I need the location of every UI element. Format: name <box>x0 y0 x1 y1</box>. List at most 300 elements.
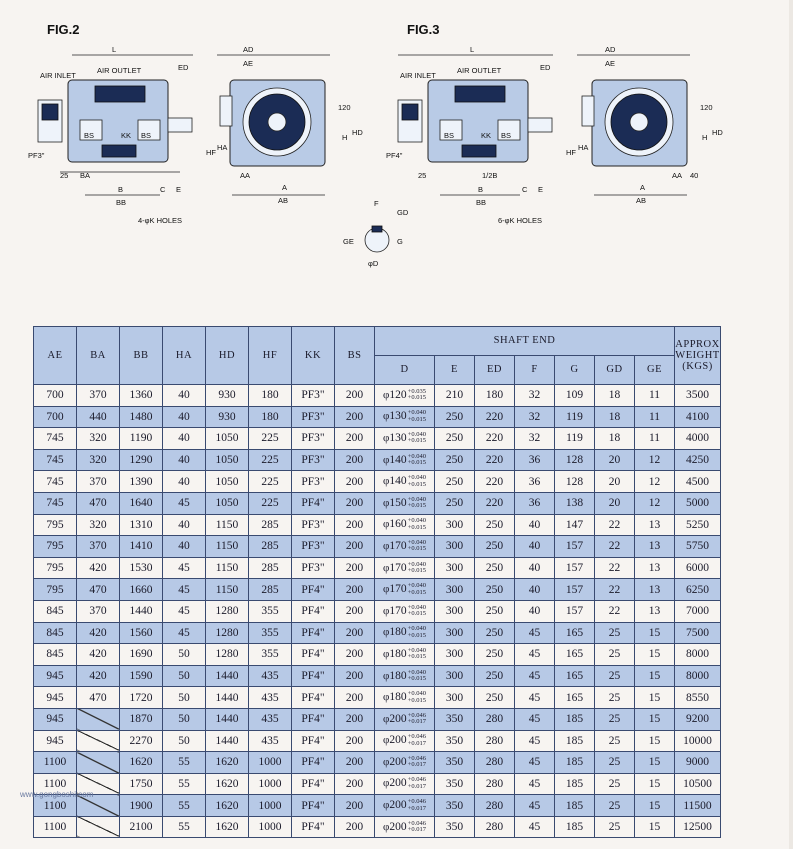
cell-KK: PF4" <box>292 622 335 644</box>
cell-BB: 1620 <box>120 752 163 774</box>
cell-E: 300 <box>435 665 475 687</box>
fig3-side-view <box>386 45 553 225</box>
cell-D: φ180+0.040 +0.015 <box>375 644 435 666</box>
cell-ED: 220 <box>475 406 515 428</box>
label3-KK: KK <box>481 131 492 140</box>
dim-AB: AB <box>278 196 289 205</box>
cell-AE: 845 <box>34 622 77 644</box>
cell-HD: 1150 <box>206 557 249 579</box>
cell-F: 45 <box>515 687 555 709</box>
col-GE: GE <box>635 356 675 385</box>
cell-F: 36 <box>515 492 555 514</box>
cell-W: 5250 <box>675 514 721 536</box>
dim3-AB: AB <box>636 196 647 205</box>
cell-HD: 930 <box>206 406 249 428</box>
cell-HD: 1150 <box>206 536 249 558</box>
cell-D: φ180+0.040 +0.015 <box>375 665 435 687</box>
cell-GD: 20 <box>595 471 635 493</box>
cell-BS: 200 <box>335 795 375 817</box>
cell-E: 350 <box>435 816 475 838</box>
cell-ED: 220 <box>475 428 515 450</box>
cell-GD: 25 <box>595 708 635 730</box>
col-BS: BS <box>335 327 375 385</box>
cell-D: φ170+0.040 +0.015 <box>375 600 435 622</box>
cell-D: φ200+0.046 +0.017 <box>375 795 435 817</box>
label3-air-outlet: AIR OUTLET <box>457 66 502 75</box>
cell-GE: 15 <box>635 816 675 838</box>
cell-HF: 225 <box>249 492 292 514</box>
cell-HD: 1440 <box>206 708 249 730</box>
cell-BS: 200 <box>335 557 375 579</box>
cell-ED: 220 <box>475 492 515 514</box>
cell-KK: PF4" <box>292 644 335 666</box>
col-shaft-end: SHAFT END <box>375 327 675 356</box>
cell-ED: 250 <box>475 557 515 579</box>
cell-GD: 25 <box>595 752 635 774</box>
cell-E: 350 <box>435 795 475 817</box>
cell-BB: 2100 <box>120 816 163 838</box>
cell-BS: 200 <box>335 492 375 514</box>
cell-D: φ130+0.040 +0.015 <box>375 406 435 428</box>
label-holes4: 4-φK HOLES <box>138 216 183 225</box>
cell-GE: 13 <box>635 536 675 558</box>
dim-HF: HF <box>206 148 216 157</box>
cell-D: φ150+0.040 +0.015 <box>375 492 435 514</box>
cell-ED: 250 <box>475 644 515 666</box>
cell-G: 185 <box>555 795 595 817</box>
cell-GE: 13 <box>635 600 675 622</box>
cell-HF: 225 <box>249 428 292 450</box>
cell-AE: 845 <box>34 644 77 666</box>
cell-E: 300 <box>435 536 475 558</box>
cell-HA: 40 <box>163 449 206 471</box>
cell-HF: 1000 <box>249 773 292 795</box>
cell-BS: 200 <box>335 622 375 644</box>
cell-HD: 1620 <box>206 773 249 795</box>
cell-E: 250 <box>435 428 475 450</box>
cell-BA: 420 <box>77 644 120 666</box>
cell-BA: 420 <box>77 557 120 579</box>
cell-W: 9200 <box>675 708 721 730</box>
table-row <box>34 730 721 752</box>
dim3-L: L <box>470 45 475 54</box>
cell-BB: 1660 <box>120 579 163 601</box>
cell-D: φ200+0.046 +0.017 <box>375 773 435 795</box>
cell-KK: PF4" <box>292 730 335 752</box>
cell-HD: 1150 <box>206 579 249 601</box>
cell-GD: 22 <box>595 600 635 622</box>
cell-HF: 355 <box>249 622 292 644</box>
cell-HF: 285 <box>249 536 292 558</box>
cell-HF: 285 <box>249 579 292 601</box>
cell-BA <box>77 730 120 752</box>
cell-KK: PF3" <box>292 536 335 558</box>
cell-BA <box>77 708 120 730</box>
cell-GE: 15 <box>635 687 675 709</box>
cell-E: 300 <box>435 622 475 644</box>
label-PF3: PF3" <box>28 151 45 160</box>
table-row <box>34 687 721 709</box>
cell-BA: 370 <box>77 471 120 493</box>
cell-HD: 1050 <box>206 471 249 493</box>
cell-BS: 200 <box>335 406 375 428</box>
cell-BA: 320 <box>77 428 120 450</box>
cell-AE: 945 <box>34 730 77 752</box>
fig3-title: FIG.3 <box>407 22 440 37</box>
cell-W: 7000 <box>675 600 721 622</box>
cell-BS: 200 <box>335 708 375 730</box>
cell-ED: 250 <box>475 687 515 709</box>
cell-W: 4500 <box>675 471 721 493</box>
cell-GE: 15 <box>635 622 675 644</box>
dim-D: φD <box>368 259 379 268</box>
cell-HA: 45 <box>163 492 206 514</box>
cell-HD: 1620 <box>206 816 249 838</box>
col-ED: ED <box>475 356 515 385</box>
cell-HF: 1000 <box>249 752 292 774</box>
cell-GE: 11 <box>635 428 675 450</box>
cell-ED: 250 <box>475 514 515 536</box>
cell-BB: 1690 <box>120 644 163 666</box>
cell-HD: 1280 <box>206 644 249 666</box>
cell-G: 157 <box>555 536 595 558</box>
cell-G: 138 <box>555 492 595 514</box>
cell-GD: 22 <box>595 579 635 601</box>
cell-G: 185 <box>555 730 595 752</box>
table-row <box>34 449 721 471</box>
cell-AE: 745 <box>34 471 77 493</box>
cell-G: 165 <box>555 644 595 666</box>
dim3-A: A <box>640 183 646 192</box>
cell-GD: 20 <box>595 492 635 514</box>
cell-HA: 40 <box>163 428 206 450</box>
cell-GE: 15 <box>635 752 675 774</box>
col-G: G <box>555 356 595 385</box>
cell-KK: PF3" <box>292 449 335 471</box>
cell-G: 128 <box>555 449 595 471</box>
cell-F: 32 <box>515 385 555 407</box>
col-HF: HF <box>249 327 292 385</box>
cell-HF: 435 <box>249 730 292 752</box>
cell-BB: 1720 <box>120 687 163 709</box>
cell-HD: 930 <box>206 385 249 407</box>
cell-KK: PF4" <box>292 687 335 709</box>
cell-BB: 1750 <box>120 773 163 795</box>
cell-W: 6000 <box>675 557 721 579</box>
cell-HF: 435 <box>249 708 292 730</box>
motor-drawings <box>0 0 793 300</box>
cell-KK: PF3" <box>292 557 335 579</box>
cell-W: 12500 <box>675 816 721 838</box>
table-row <box>34 773 721 795</box>
cell-KK: PF4" <box>292 708 335 730</box>
cell-GE: 13 <box>635 557 675 579</box>
label3-BS: BS <box>444 131 455 140</box>
cell-GE: 15 <box>635 730 675 752</box>
table-row <box>34 600 721 622</box>
cell-W: 6250 <box>675 579 721 601</box>
cell-F: 36 <box>515 449 555 471</box>
dim-G: G <box>397 237 403 246</box>
cell-G: 157 <box>555 579 595 601</box>
cell-HD: 1440 <box>206 730 249 752</box>
cell-AE: 795 <box>34 536 77 558</box>
cell-KK: PF4" <box>292 600 335 622</box>
cell-W: 8550 <box>675 687 721 709</box>
cell-D: φ170+0.040 +0.015 <box>375 536 435 558</box>
cell-ED: 250 <box>475 665 515 687</box>
cell-D: φ160+0.040 +0.015 <box>375 514 435 536</box>
cell-W: 4000 <box>675 428 721 450</box>
table-row <box>34 708 721 730</box>
cell-GE: 15 <box>635 795 675 817</box>
cell-BS: 200 <box>335 536 375 558</box>
col-weight: APPROX WEIGHT (KGS) <box>675 327 721 385</box>
cell-E: 350 <box>435 730 475 752</box>
cell-BA: 370 <box>77 385 120 407</box>
label-KK: KK <box>121 131 132 140</box>
table-row <box>34 514 721 536</box>
dim-ED: ED <box>178 63 189 72</box>
cell-BB: 1440 <box>120 600 163 622</box>
cell-BB: 2270 <box>120 730 163 752</box>
cell-BS: 200 <box>335 600 375 622</box>
cell-BB: 1870 <box>120 708 163 730</box>
cell-GE: 15 <box>635 644 675 666</box>
cell-W: 5000 <box>675 492 721 514</box>
cell-D: φ170+0.040 +0.015 <box>375 557 435 579</box>
cell-HA: 45 <box>163 579 206 601</box>
cell-BA <box>77 816 120 838</box>
cell-ED: 280 <box>475 752 515 774</box>
cell-F: 45 <box>515 730 555 752</box>
cell-HA: 40 <box>163 385 206 407</box>
table-row <box>34 816 721 838</box>
dim3-40: 40 <box>690 171 699 180</box>
col-HD: HD <box>206 327 249 385</box>
cell-F: 45 <box>515 708 555 730</box>
cell-G: 119 <box>555 406 595 428</box>
dim-HD: HD <box>352 128 363 137</box>
cell-AE: 745 <box>34 449 77 471</box>
fig2-side-view <box>28 45 193 225</box>
dim-25: 25 <box>60 171 69 180</box>
cell-AE: 795 <box>34 557 77 579</box>
cell-G: 109 <box>555 385 595 407</box>
dim-AE: AE <box>243 59 254 68</box>
fig3-end-view <box>566 45 723 205</box>
dim3-halfB: 1/2B <box>482 171 498 180</box>
cell-AE: 745 <box>34 428 77 450</box>
dim3-HF: HF <box>566 148 576 157</box>
cell-HA: 50 <box>163 708 206 730</box>
table-row <box>34 579 721 601</box>
cell-HF: 180 <box>249 385 292 407</box>
label3-BS2: BS <box>501 131 512 140</box>
cell-HD: 1620 <box>206 752 249 774</box>
cell-E: 250 <box>435 492 475 514</box>
cell-GD: 22 <box>595 536 635 558</box>
cell-AE: 1100 <box>34 752 77 774</box>
dim3-AA: AA <box>672 171 683 180</box>
cell-BS: 200 <box>335 449 375 471</box>
cell-F: 45 <box>515 795 555 817</box>
cell-BB: 1900 <box>120 795 163 817</box>
watermark-text: www.gongboshi.com <box>20 790 94 799</box>
cell-G: 185 <box>555 708 595 730</box>
dim3-H: H <box>702 133 708 142</box>
cell-HA: 55 <box>163 773 206 795</box>
cell-BS: 200 <box>335 644 375 666</box>
dim3-AE: AE <box>605 59 616 68</box>
dim3-HA: HA <box>578 143 589 152</box>
cell-HA: 40 <box>163 536 206 558</box>
cell-KK: PF3" <box>292 428 335 450</box>
cell-GE: 11 <box>635 406 675 428</box>
cell-D: φ140+0.040 +0.015 <box>375 471 435 493</box>
cell-BB: 1390 <box>120 471 163 493</box>
col-KK: KK <box>292 327 335 385</box>
cell-KK: PF3" <box>292 406 335 428</box>
cell-ED: 280 <box>475 773 515 795</box>
cell-BB: 1290 <box>120 449 163 471</box>
cell-AE: 700 <box>34 385 77 407</box>
cell-HD: 1440 <box>206 665 249 687</box>
cell-E: 350 <box>435 752 475 774</box>
cell-GE: 13 <box>635 514 675 536</box>
cell-BS: 200 <box>335 579 375 601</box>
cell-HD: 1620 <box>206 795 249 817</box>
dim3-120: 120 <box>700 103 713 112</box>
cell-F: 36 <box>515 471 555 493</box>
cell-AE: 1100 <box>34 773 77 795</box>
cell-BB: 1310 <box>120 514 163 536</box>
table-row <box>34 385 721 407</box>
cell-E: 300 <box>435 644 475 666</box>
cell-F: 40 <box>515 514 555 536</box>
cell-HA: 50 <box>163 687 206 709</box>
cell-HD: 1050 <box>206 449 249 471</box>
cell-AE: 945 <box>34 708 77 730</box>
dim-BA: BA <box>80 171 91 180</box>
cell-GE: 13 <box>635 579 675 601</box>
cell-G: 119 <box>555 428 595 450</box>
cell-GD: 25 <box>595 773 635 795</box>
cell-HA: 50 <box>163 665 206 687</box>
cell-W: 3500 <box>675 385 721 407</box>
dim-F: F <box>374 199 379 208</box>
cell-GD: 25 <box>595 622 635 644</box>
cell-G: 165 <box>555 665 595 687</box>
dim-B: B <box>118 185 124 194</box>
cell-HF: 225 <box>249 471 292 493</box>
cell-D: φ200+0.046 +0.017 <box>375 730 435 752</box>
cell-ED: 180 <box>475 385 515 407</box>
cell-AE: 795 <box>34 579 77 601</box>
cell-BA: 470 <box>77 687 120 709</box>
cell-E: 210 <box>435 385 475 407</box>
cell-D: φ140+0.040 +0.015 <box>375 449 435 471</box>
cell-BB: 1560 <box>120 622 163 644</box>
cell-HF: 435 <box>249 665 292 687</box>
cell-KK: PF4" <box>292 795 335 817</box>
table-body <box>34 385 721 838</box>
dim-AD: AD <box>243 45 254 54</box>
cell-F: 40 <box>515 600 555 622</box>
cell-KK: PF4" <box>292 816 335 838</box>
table-row <box>34 665 721 687</box>
cell-BA <box>77 752 120 774</box>
dimension-table <box>33 326 721 838</box>
cell-GD: 25 <box>595 730 635 752</box>
cell-KK: PF4" <box>292 665 335 687</box>
cell-G: 185 <box>555 752 595 774</box>
col-E: E <box>435 356 475 385</box>
cell-F: 45 <box>515 644 555 666</box>
cell-HA: 50 <box>163 644 206 666</box>
cell-AE: 795 <box>34 514 77 536</box>
fig2-end-view <box>206 45 363 205</box>
cell-BA: 320 <box>77 514 120 536</box>
cell-HD: 1280 <box>206 622 249 644</box>
cell-W: 10500 <box>675 773 721 795</box>
cell-G: 165 <box>555 687 595 709</box>
cell-BB: 1190 <box>120 428 163 450</box>
dim-E: E <box>176 185 182 194</box>
cell-HF: 435 <box>249 687 292 709</box>
cell-HD: 1050 <box>206 428 249 450</box>
dim3-C: C <box>522 185 528 194</box>
cell-F: 32 <box>515 406 555 428</box>
dim3-AD: AD <box>605 45 616 54</box>
cell-W: 4250 <box>675 449 721 471</box>
cell-HD: 1150 <box>206 514 249 536</box>
cell-BB: 1480 <box>120 406 163 428</box>
cell-BS: 200 <box>335 730 375 752</box>
cell-BA: 420 <box>77 622 120 644</box>
col-F: F <box>515 356 555 385</box>
cell-W: 4100 <box>675 406 721 428</box>
cell-ED: 280 <box>475 816 515 838</box>
cell-BS: 200 <box>335 514 375 536</box>
cell-W: 9000 <box>675 752 721 774</box>
cell-D: φ180+0.040 +0.015 <box>375 622 435 644</box>
cell-BA: 320 <box>77 449 120 471</box>
cell-G: 185 <box>555 773 595 795</box>
cell-GD: 25 <box>595 665 635 687</box>
cell-F: 40 <box>515 557 555 579</box>
cell-BB: 1360 <box>120 385 163 407</box>
cell-F: 40 <box>515 536 555 558</box>
cell-BS: 200 <box>335 752 375 774</box>
cell-BA: 470 <box>77 492 120 514</box>
col-HA: HA <box>163 327 206 385</box>
cell-ED: 250 <box>475 579 515 601</box>
dim3-HD: HD <box>712 128 723 137</box>
cell-BS: 200 <box>335 773 375 795</box>
cell-G: 157 <box>555 557 595 579</box>
cell-KK: PF3" <box>292 385 335 407</box>
cell-ED: 250 <box>475 536 515 558</box>
cell-GE: 15 <box>635 708 675 730</box>
cell-ED: 280 <box>475 730 515 752</box>
col-D: D <box>375 356 435 385</box>
label-air-inlet: AIR INLET <box>40 71 76 80</box>
label3-PF4: PF4" <box>386 151 403 160</box>
dim3-E: E <box>538 185 544 194</box>
cell-HA: 55 <box>163 752 206 774</box>
dim-C: C <box>160 185 166 194</box>
